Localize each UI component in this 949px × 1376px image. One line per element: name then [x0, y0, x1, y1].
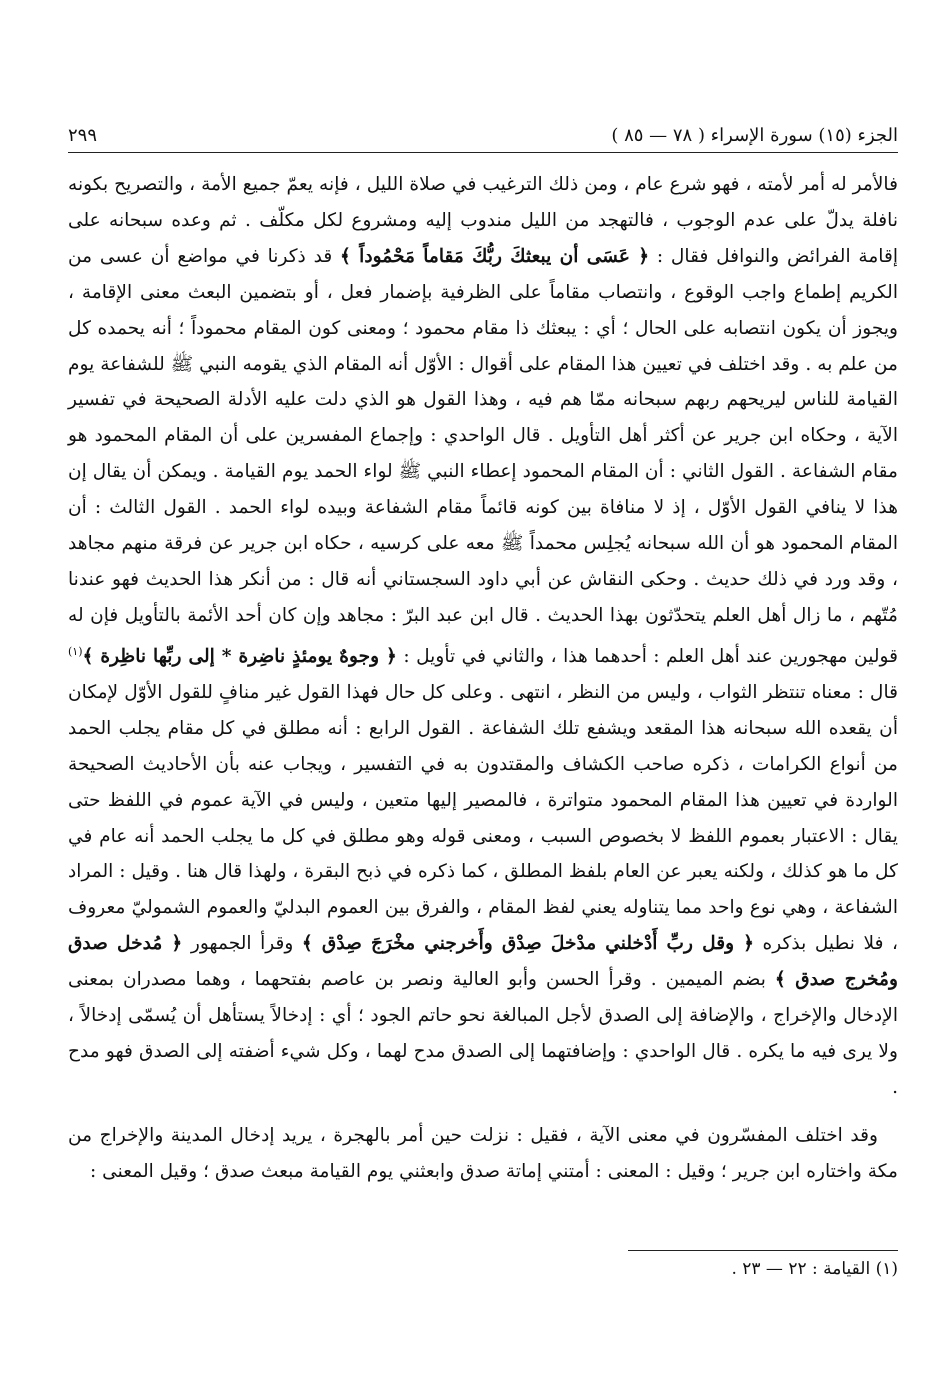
text-segment: قد ذكرنا في مواضع أن عسى من الكريم إطماع واجب الوقوع ، وانتصاب مقاماً على الظرفية بإضمار فعل ، أو بتضمين البعث معنى الإقامة ، ويجوز أن يكون انتصابه على الحال ؛ أي : يبعثك ذا مقام محمود ؛ ومعنى كون المقام محموداً ؛ أنه يحمده كل من علم به . وقد اختلف في تعيين هذا المقام على أقوال : الأوّل أنه المقام الذي يقومه النبي ﷺ للشفاعة يوم القيامة للناس ليريحهم ربهم سبحانه ممّا هم فيه ، وهذا القول هو الذي دلت عليه الأدلة الصحيحة في تفسير الآية ، وحكاه ابن جرير عن أكثر أهل التأويل . قال الواحدي : وإجماع المفسرين على أن المقام المحمود هو مقام الشفاعة . القول الثاني : أن المقام المحمود إعطاء النبي ﷺ لواء الحمد يوم القيامة . ويمكن أن يقال إن هذا لا ينافي القول الأوّل ، إذ لا منافاة بين كونه قائماً مقام الشفاعة وبيده لواء الحمد . القول الثالث : أن المقام المحمود هو أن الله سبحانه يُجلِس محمداً ﷺ معه على كرسيه ، حكاه ابن جرير عن فرقة منهم مجاهد ، وقد ورد في ذلك حديث . وحكى النقاش عن أبي داود السجستاني أنه قال : من أنكر هذا الحديث فهو عندنا مُتّهم ، ما زال أهل العلم يتحدّثون بهذا الحديث . قال ابن عبد البرّ : مجاهد وإن كان أحد الأئمة بالتأويل فإن له قولين مهجورين عند أهل العلم : أحدهما هذا ، والثاني في تأويل :	[68, 245, 898, 667]
running-head	[68, 112, 898, 153]
paragraph-2: وقد اختلف المفسّرون في معنى الآية ، فقيل : نزلت حين أمر بالهجرة ، يريد إدخال المدينة والإخراج من مكة واختاره ابن جرير ؛ وقيل : المعنى : أمتني إماتة صدق وابعثني يوم القيامة مبعث صدق ؛ وقيل المعنى :	[68, 1124, 898, 1182]
footnote: (١) القيامة : ٢٢ — ٢٣ .	[731, 1259, 898, 1279]
footnote-marker: (١)	[68, 644, 83, 658]
page-number: ٢٩٩	[68, 125, 98, 146]
document-page	[68, 112, 898, 1332]
footnote-rule	[628, 1250, 898, 1251]
text-segment: قال : معناه تنتظر الثواب ، وليس من النظر ، انتهى . وعلى كل حال فهذا القول غير منافٍ للقول الأوّل لإمكان أن يقعده الله سبحانه هذا المقعد ويشفع تلك الشفاعة . القول الرابع : أنه مطلق في كل مقام يجلب الحمد من أنواع الكرامات ، ذكره صاحب الكشاف والمقتدون به في التفسير ، ويجاب عنه بأن الأحاديث الصحيحة الواردة في تعيين هذا المقام المحمود متواترة ، فالمصير إليها متعين ، وليس في الآية عموم في اللفظ حتى يقال : الاعتبار بعموم اللفظ لا بخصوص السبب ، ومعنى قوله وهو مطلق في كل ما يجلب الحمد أنه عام في كل ما هو كذلك ، ولكنه يعبر عن العام بلفظ المطلق ، كما ذكره في ذبح البقرة ، ولهذا قال هنا . وقيل : المراد الشفاعة ، وهي نوع واحد مما يتناوله يعني لفظ المقام ، والفرق بين العموم البدليّ والعموم الشموليّ معروف ، فلا نطيل بذكره	[68, 681, 898, 955]
body-text	[68, 167, 898, 1190]
paragraph-1	[68, 167, 898, 1106]
quran-quote: ﴿ مُدخل صدق ومُخرج صدق ﴾	[68, 933, 898, 991]
text-segment: بضم الميمين . وقرأ الحسن وأبو العالية ونصر بن عاصم بفتحهما ، وهما مصدران بمعنى الإدخال والإخراج ، والإضافة إلى الصدق لأجل المبالغة نحو حاتم الجود ؛ أي : إدخالاً يستأهل أن يُسمّى إدخالاً ، ولا يرى فيه ما يكره . قال الواحدي : وإضافتهما إلى الصدق مدح لهما ، وكل شيء أضفته إلى الصدق فهو مدح .	[68, 969, 898, 1098]
quran-quote: ﴿ وقل ربِّ أَدْخلني مدْخلَ صِدْق وأَخرجني مخْرَجَ صِدْق ﴾	[301, 933, 755, 955]
text-segment: فالأمر له أمر لأمته ، فهو شرع عام ، ومن ذلك الترغيب في صلاة الليل ، فإنه يعمّ جميع الأمة ، والتصريح بكونه نافلة يدلّ على عدم الوجوب ، فالتهجد من الليل مندوب إليه ومشروع لكل مكلّف . ثم وعده سبحانه على إقامة الفرائض والنوافل فقال :	[68, 174, 899, 267]
text-segment: وقرأ الجمهور	[182, 933, 302, 955]
running-title: الجزء (١٥) سورة الإسراء ( ٧٨ — ٨٥ )	[611, 125, 898, 146]
quran-quote: ﴿ وجوهٌ يومئذٍ ناضِرة * إلى ربِّها ناظِرة ﴾	[82, 645, 397, 667]
quran-quote: ﴿ عَسَى أن يبعثكَ ربُّكَ مَقاماً مَحْمُوداً ﴾	[339, 245, 650, 267]
